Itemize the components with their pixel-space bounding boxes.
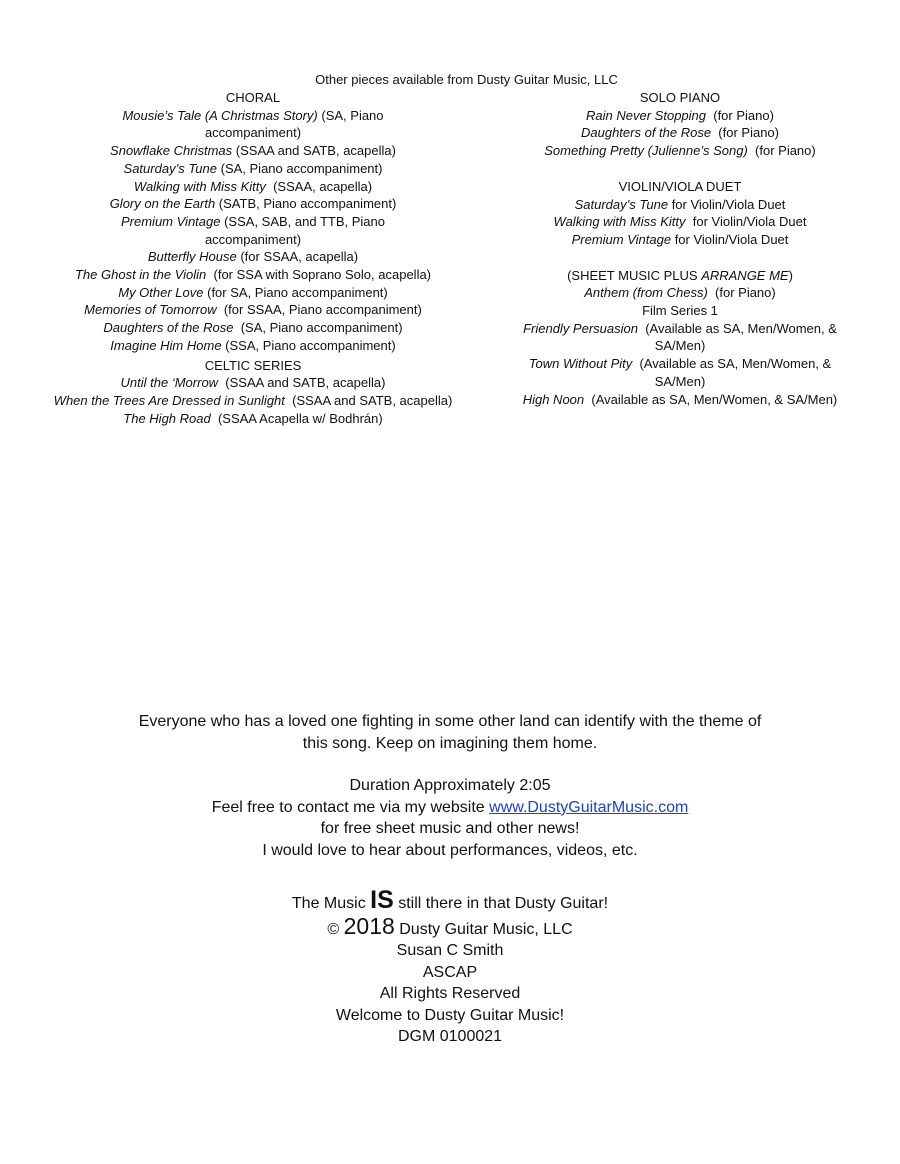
piece-title: Saturday’s Tune xyxy=(574,196,669,212)
piece-details: Film Series 1 xyxy=(642,303,718,319)
list-item xyxy=(500,231,860,249)
list-item xyxy=(40,301,466,319)
piece-details: (for SA, Piano accompaniment) xyxy=(203,284,388,300)
piece-title: Until the ‘Morrow xyxy=(120,375,219,391)
piece-details: for Violin/Viola Duet xyxy=(671,231,789,247)
piece-title: Daughters of the Rose xyxy=(103,320,234,336)
list-item xyxy=(40,319,466,337)
list-item xyxy=(40,142,466,160)
list-item xyxy=(500,142,860,160)
list-item xyxy=(40,410,466,428)
piece-details: (SSAA Acapella w/ Bodhrán) xyxy=(210,410,383,426)
piece-details: (SA, Piano accompaniment) xyxy=(217,160,383,176)
list-item xyxy=(40,213,466,231)
piece-title: Premium Vintage xyxy=(121,213,221,229)
piece-details: (SSA, Piano accompaniment) xyxy=(221,337,396,353)
piece-title: Snowflake Christmas xyxy=(110,143,233,159)
solo-piano-heading: SOLO PIANO xyxy=(639,90,721,105)
piece-title: Memories of Tomorrow xyxy=(84,302,217,318)
violin-viola-list xyxy=(500,196,860,249)
contact-line-2: for free sheet music and other news! xyxy=(320,820,580,837)
sheet-music-plus-heading: (SHEET MUSIC PLUS ARRANGE ME) xyxy=(567,267,793,283)
list-item xyxy=(40,195,466,213)
piece-details: (for SSAA, acapella) xyxy=(236,249,359,265)
piece-details: (for Piano) xyxy=(706,107,774,123)
list-item xyxy=(40,248,466,266)
piece-title: Glory on the Earth xyxy=(109,196,216,212)
website-link[interactable]: www.DustyGuitarMusic.com xyxy=(489,798,689,816)
sheet-music-plus-list xyxy=(500,284,860,408)
piece-details: (SSAA and SATB, acapella) xyxy=(284,392,453,408)
piece-details: (Available as SA, Men/Women, & xyxy=(637,320,837,336)
performances-line: I would love to hear about performances, videos, etc. xyxy=(262,841,638,859)
piece-details: (for Piano) xyxy=(747,143,816,159)
piece-title: Saturday’s Tune xyxy=(123,160,217,176)
society: ASCAP xyxy=(422,963,478,981)
list-item xyxy=(40,124,466,142)
piece-title: Walking with Miss Kitty xyxy=(553,214,686,230)
list-item xyxy=(40,178,466,196)
piece-details: (SATB, Piano accompaniment) xyxy=(215,196,397,212)
copyright-line: © 2018 Dusty Guitar Music, LLC xyxy=(327,912,573,939)
violin-viola-heading: VIOLIN/VIOLA DUET xyxy=(618,178,742,194)
duration: Duration Approximately 2:05 xyxy=(349,777,551,794)
welcome: Welcome to Dusty Guitar Music! xyxy=(335,1006,565,1024)
catalog-header: Other pieces available from Dusty Guitar Music, LLC xyxy=(315,72,618,87)
piece-title: Butterfly House xyxy=(147,249,237,265)
list-item xyxy=(500,284,860,302)
rights: All Rights Reserved xyxy=(379,985,521,1002)
tagline: The Music IS still there in that Dusty Guitar! xyxy=(291,886,609,914)
left-column xyxy=(40,89,466,427)
piece-details: (SSAA and SATB, acapella) xyxy=(218,375,386,391)
piece-title: Something Pretty (Julienne’s Song) xyxy=(544,143,748,159)
list-item xyxy=(500,373,860,391)
piece-title: My Other Love xyxy=(118,284,204,300)
piece-title: Imagine Him Home xyxy=(110,337,222,353)
choral-heading: CHORAL xyxy=(225,90,281,105)
piece-title: Mousie’s Tale (A Christmas Story) xyxy=(122,107,318,123)
list-item xyxy=(500,213,860,231)
theme-line-2: this song. Keep on imagining them home. xyxy=(302,734,598,752)
piece-details: (SA, Piano accompaniment) xyxy=(233,320,403,336)
piece-details: (for SSA with Soprano Solo, acapella) xyxy=(206,267,432,283)
list-item xyxy=(500,320,860,338)
piece-details: (for SSAA, Piano accompaniment) xyxy=(216,302,422,318)
list-item xyxy=(40,266,466,284)
list-item xyxy=(40,374,466,392)
list-item xyxy=(40,284,466,302)
list-item xyxy=(40,160,466,178)
piece-details: for Violin/Viola Duet xyxy=(668,196,786,212)
piece-details: SA/Men) xyxy=(654,373,706,389)
piece-title: Daughters of the Rose xyxy=(581,125,712,141)
celtic-list xyxy=(40,374,466,427)
right-column xyxy=(500,89,860,408)
notes-section xyxy=(0,711,900,1048)
choral-list xyxy=(40,107,466,355)
piece-title: The High Road xyxy=(123,410,211,426)
list-item xyxy=(500,107,860,125)
list-item xyxy=(40,392,466,410)
piece-details: (SSAA and SATB, acapella) xyxy=(232,143,396,159)
list-item xyxy=(40,107,466,125)
piece-title: Anthem (from Chess) xyxy=(584,285,708,301)
list-item xyxy=(500,355,860,373)
piece-details: (for Piano) xyxy=(707,285,776,301)
list-item xyxy=(40,337,466,355)
piece-title: The Ghost in the Violin xyxy=(74,267,207,283)
list-item xyxy=(500,391,860,409)
solo-piano-list xyxy=(500,107,860,160)
theme-line-1: Everyone who has a loved one fighting in some other land can identify with the theme of xyxy=(138,713,762,730)
list-item xyxy=(500,124,860,142)
list-item xyxy=(500,302,860,320)
piece-details: (for Piano) xyxy=(711,125,779,141)
celtic-heading: CELTIC SERIES xyxy=(204,357,302,373)
piece-details: (Available as SA, Men/Women, & SA/Men) xyxy=(584,391,838,407)
contact-line: Feel free to contact me via my website www.DustyGuitarMusic.com xyxy=(211,798,689,816)
list-item xyxy=(500,196,860,214)
piece-title: When the Trees Are Dressed in Sunlight xyxy=(53,392,285,408)
author: Susan C Smith xyxy=(396,942,504,959)
piece-details: (SSAA, acapella) xyxy=(265,178,373,194)
piece-title: High Noon xyxy=(522,391,585,407)
piece-title: Friendly Persuasion xyxy=(523,320,638,336)
piece-details: SA/Men) xyxy=(654,338,706,354)
piece-title: Premium Vintage xyxy=(571,231,672,247)
list-item xyxy=(40,231,466,249)
piece-details: accompaniment) xyxy=(204,125,302,141)
catalog-number: DGM 0100021 xyxy=(397,1028,503,1045)
piece-details: for Violin/Viola Duet xyxy=(685,214,807,230)
piece-title: Town Without Pity xyxy=(528,356,633,372)
piece-title: Walking with Miss Kitty xyxy=(133,178,266,194)
piece-details: accompaniment) xyxy=(204,231,302,247)
piece-details: (Available as SA, Men/Women, & xyxy=(632,356,832,372)
piece-details: (SA, Piano xyxy=(317,107,384,123)
piece-title: Rain Never Stopping xyxy=(586,107,707,123)
piece-details: (SSA, SAB, and TTB, Piano xyxy=(220,213,385,229)
list-item xyxy=(500,337,860,355)
